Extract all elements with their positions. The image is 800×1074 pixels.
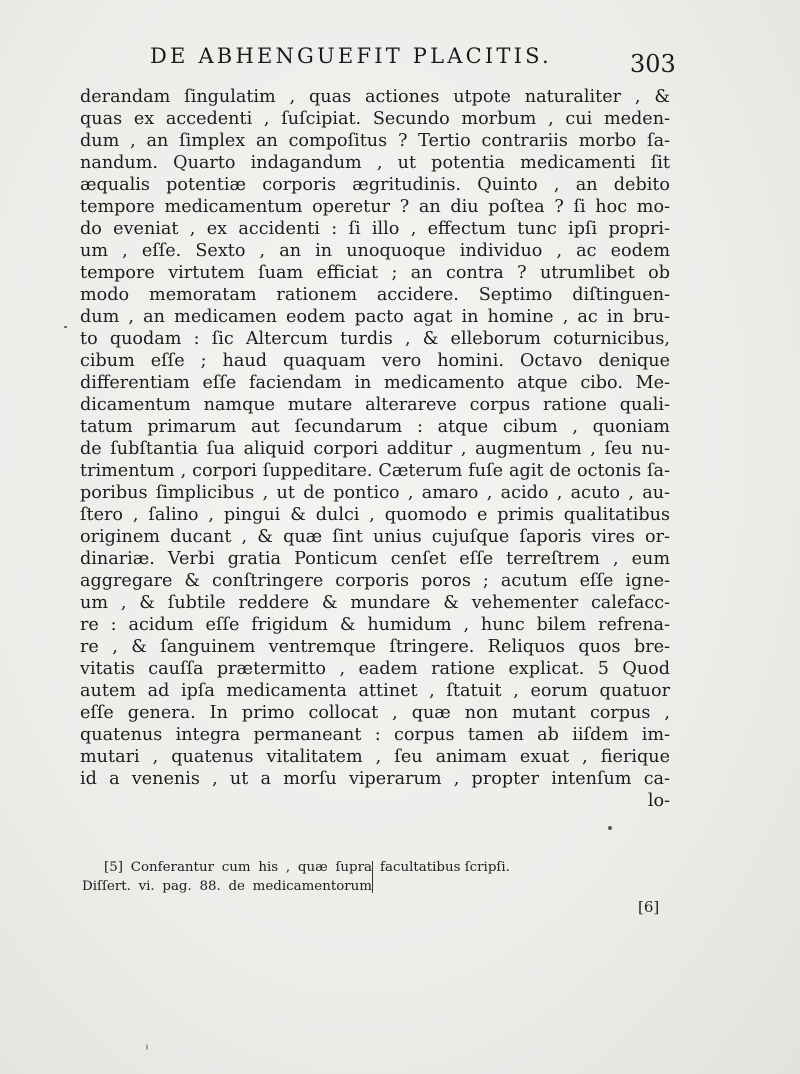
footnote-column-rule	[372, 861, 373, 893]
footnote-line: [5] Conferantur cum his , quæ ſupra	[104, 860, 372, 875]
text-line: dum , an ſimplex an compoſitus ? Tertio contrariis morbo ſa-	[80, 131, 670, 151]
text-line: dinariæ. Verbi gratia Ponticum cenſet eſſe terreſtrem , eum	[80, 549, 670, 569]
text-line: aggregare & conſtringere corporis poros ; acutum eſſe igne-	[80, 571, 670, 591]
footnote-right-column	[380, 858, 530, 877]
text-line: de ſubſtantia ſua aliquid corpori additur , augmentum , ſeu nu-	[80, 439, 670, 459]
catchword: lo-	[647, 791, 670, 811]
footnote-line: facultatibus ſcripſi.	[380, 860, 510, 875]
text-line: autem ad ipſa medicamenta attinet , ſtatuit , eorum quatuor	[80, 681, 670, 701]
text-line: modo memoratam rationem accidere. Septimo diſtinguen-	[80, 285, 670, 305]
text-line: vitatis cauſſa prætermitto , eadem ratione explicat. 5 Quod	[80, 659, 670, 679]
text-line: re : acidum eſſe frigidum & humidum , hunc bilem refrena-	[80, 615, 670, 635]
footnote-line: Diſſert. vi. pag. 88. de medicamentorum	[82, 879, 372, 894]
text-line: id a venenis , ut a morſu viperarum , propter intenſum ca-	[80, 769, 670, 789]
text-line: originem ducant , & quæ ſint unius cujuſque ſaporis vires or-	[80, 527, 670, 547]
text-line: um , & ſubtile reddere & mundare & vehementer calefacc-	[80, 593, 670, 613]
signature-mark: [6]	[638, 898, 660, 916]
text-line: derandam ſingulatim , quas actiones utpote naturaliter , &	[80, 87, 670, 107]
text-line: trimentum , corpori ſuppeditare. Cæterum fuſe agit de octonis ſa-	[80, 461, 670, 481]
text-line: do eveniat , ex accidenti : ſi illo , effectum tunc ipſi propri-	[80, 219, 670, 239]
text-line: æqualis potentiæ corporis ægritudinis. Quinto , an debito	[80, 175, 670, 195]
text-line: tempore medicamentum operetur ? an diu poſtea ? ſi hoc mo-	[80, 197, 670, 217]
text-line: nandum. Quarto indagandum , ut potentia medicamenti ſit	[80, 153, 670, 173]
text-line: quatenus integra permaneant : corpus tamen ab iiſdem im-	[80, 725, 670, 745]
text-line: um , eſſe. Sexto , an in unoquoque individuo , ac eodem	[80, 241, 670, 261]
text-line: to quodam : ſic Altercum turdis , & elleborum coturnicibus,	[80, 329, 670, 349]
text-line: poribus ſimplicibus , ut de pontico , amaro , acido , acuto , au-	[80, 483, 670, 503]
ink-speck	[146, 1044, 148, 1050]
text-line: tatum primarum aut ſecundarum : atque cibum , quoniam	[80, 417, 670, 437]
ink-speck	[64, 326, 67, 328]
text-line: tempore virtutem ſuam efficiat ; an contra ? utrumlibet ob	[80, 263, 670, 283]
text-line: eſſe genera. In primo collocat , quæ non mutant corpus ,	[80, 703, 670, 723]
text-line: differentiam eſſe faciendam in medicamento atque cibo. Me-	[80, 373, 670, 393]
text-line: ſtero , ſalino , pingui & dulci , quomodo e primis qualitatibus	[80, 505, 670, 525]
running-title: DE ABHENGUEFIT PLACITIS.	[150, 44, 552, 68]
text-line: re , & ſanguinem ventremque ſtringere. Reliquos quos bre-	[80, 637, 670, 657]
page-number: 303	[630, 50, 676, 78]
ink-speck	[608, 826, 612, 830]
footnote-left-column	[82, 858, 372, 896]
text-line: dicamentum namque mutare alterareve corpus ratione quali-	[80, 395, 670, 415]
text-line: cibum eſſe ; haud quaquam vero homini. Octavo denique	[80, 351, 670, 371]
text-line: quas ex accedenti , ſuſcipiat. Secundo morbum , cui meden-	[80, 109, 670, 129]
body-text	[80, 86, 670, 812]
text-line: dum , an medicamen eodem pacto agat in homine , ac in bru-	[80, 307, 670, 327]
text-line: mutari , quatenus vitalitatem , ſeu animam exuat , fierique	[80, 747, 670, 767]
